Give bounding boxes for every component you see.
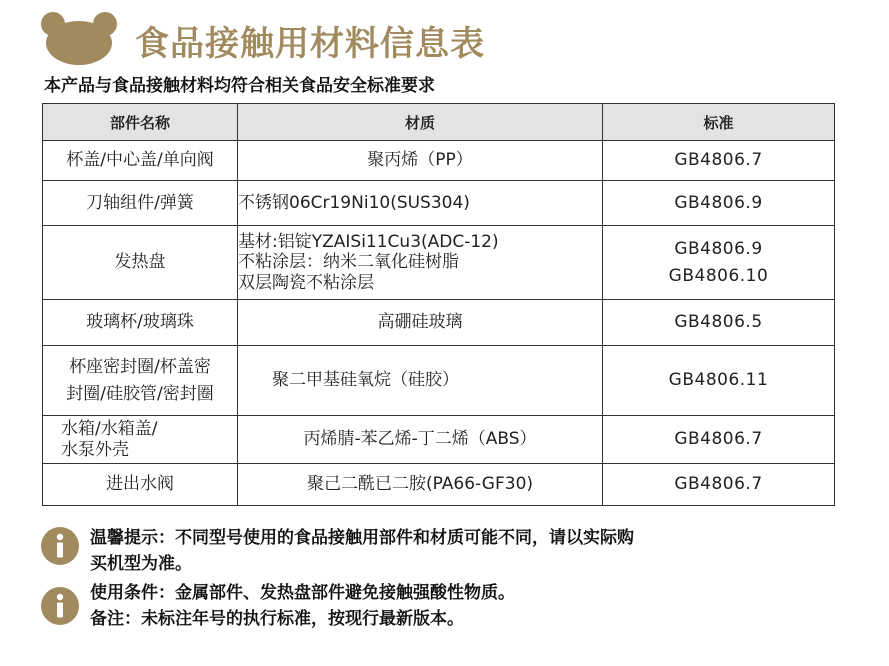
table-row [43,141,835,181]
materials-table [42,103,835,506]
table-row [43,346,835,416]
tip-line-1: 温馨提示：不同型号使用的食品接触用部件和材质可能不同，请以实际购 [90,528,634,548]
standard-cell: GB4806.9 [603,181,835,226]
usage-note: 使用条件：金属部件、发热盘部件避免接触强酸性物质。 [90,583,515,603]
material-cell: 聚二甲基硅氧烷（硅胶） [238,346,603,416]
info-icon [40,526,80,566]
standard-cell: GB4806.7 [603,416,835,464]
part-cell [43,416,238,464]
page-title: 食品接触用材料信息表 [135,24,485,64]
standard-cell: GB4806.11 [603,346,835,416]
material-cell: 聚丙烯（PP） [238,141,603,181]
part-cell [43,346,238,416]
material-cell: 丙烯腈-苯乙烯-丁二烯（ABS） [238,416,603,464]
part-cell: 玻璃杯/玻璃珠 [43,300,238,346]
part-line: 水泵外壳 [61,439,129,460]
standard-line: GB4806.9 [674,239,763,260]
material-cell: 高硼硅玻璃 [238,300,603,346]
column-header-material: 材质 [238,104,603,141]
material-cell: 聚己二酰已二胺(PA66-GF30) [238,464,603,506]
column-header-part: 部件名称 [43,104,238,141]
standard-cell: GB4806.7 [603,464,835,506]
part-line: 封圈/硅胶管/密封圈 [66,383,214,404]
part-line: 杯座密封圈/杯盖密 [69,357,211,378]
part-line: 水箱/水箱盖/ [61,419,158,440]
standard-cell: GB4806.7 [603,141,835,181]
info-icon [40,586,80,626]
standard-cell [603,226,835,300]
material-cell: 不锈钢06Cr19Ni10(SUS304) [238,181,603,226]
table-row [43,300,835,346]
part-cell: 进出水阀 [43,464,238,506]
material-line: 双层陶瓷不粘涂层 [238,272,374,293]
table-row [43,226,835,300]
header [40,6,860,66]
bear-head-icon [40,10,118,66]
material-cell [238,226,603,300]
standard-line: GB4806.10 [668,265,769,286]
page-subtitle: 本产品与食品接触材料均符合相关食品安全标准要求 [44,76,435,96]
standard-cell: GB4806.5 [603,300,835,346]
table-row [43,416,835,464]
part-cell: 杯盖/中心盖/单向阀 [43,141,238,181]
part-cell: 发热盘 [43,226,238,300]
material-line: 不粘涂层：纳米二氧化硅树脂 [238,252,459,273]
material-line: 基材:铝锭YZAISi11Cu3(ADC-12) [238,231,499,252]
table-header-row [43,104,835,141]
column-header-standard: 标准 [603,104,835,141]
table-row [43,181,835,226]
tip-line-2: 买机型为准。 [90,554,192,574]
remark-note: 备注：未标注年号的执行标准，按现行最新版本。 [90,609,464,629]
part-cell: 刀轴组件/弹簧 [43,181,238,226]
table-row [43,464,835,506]
